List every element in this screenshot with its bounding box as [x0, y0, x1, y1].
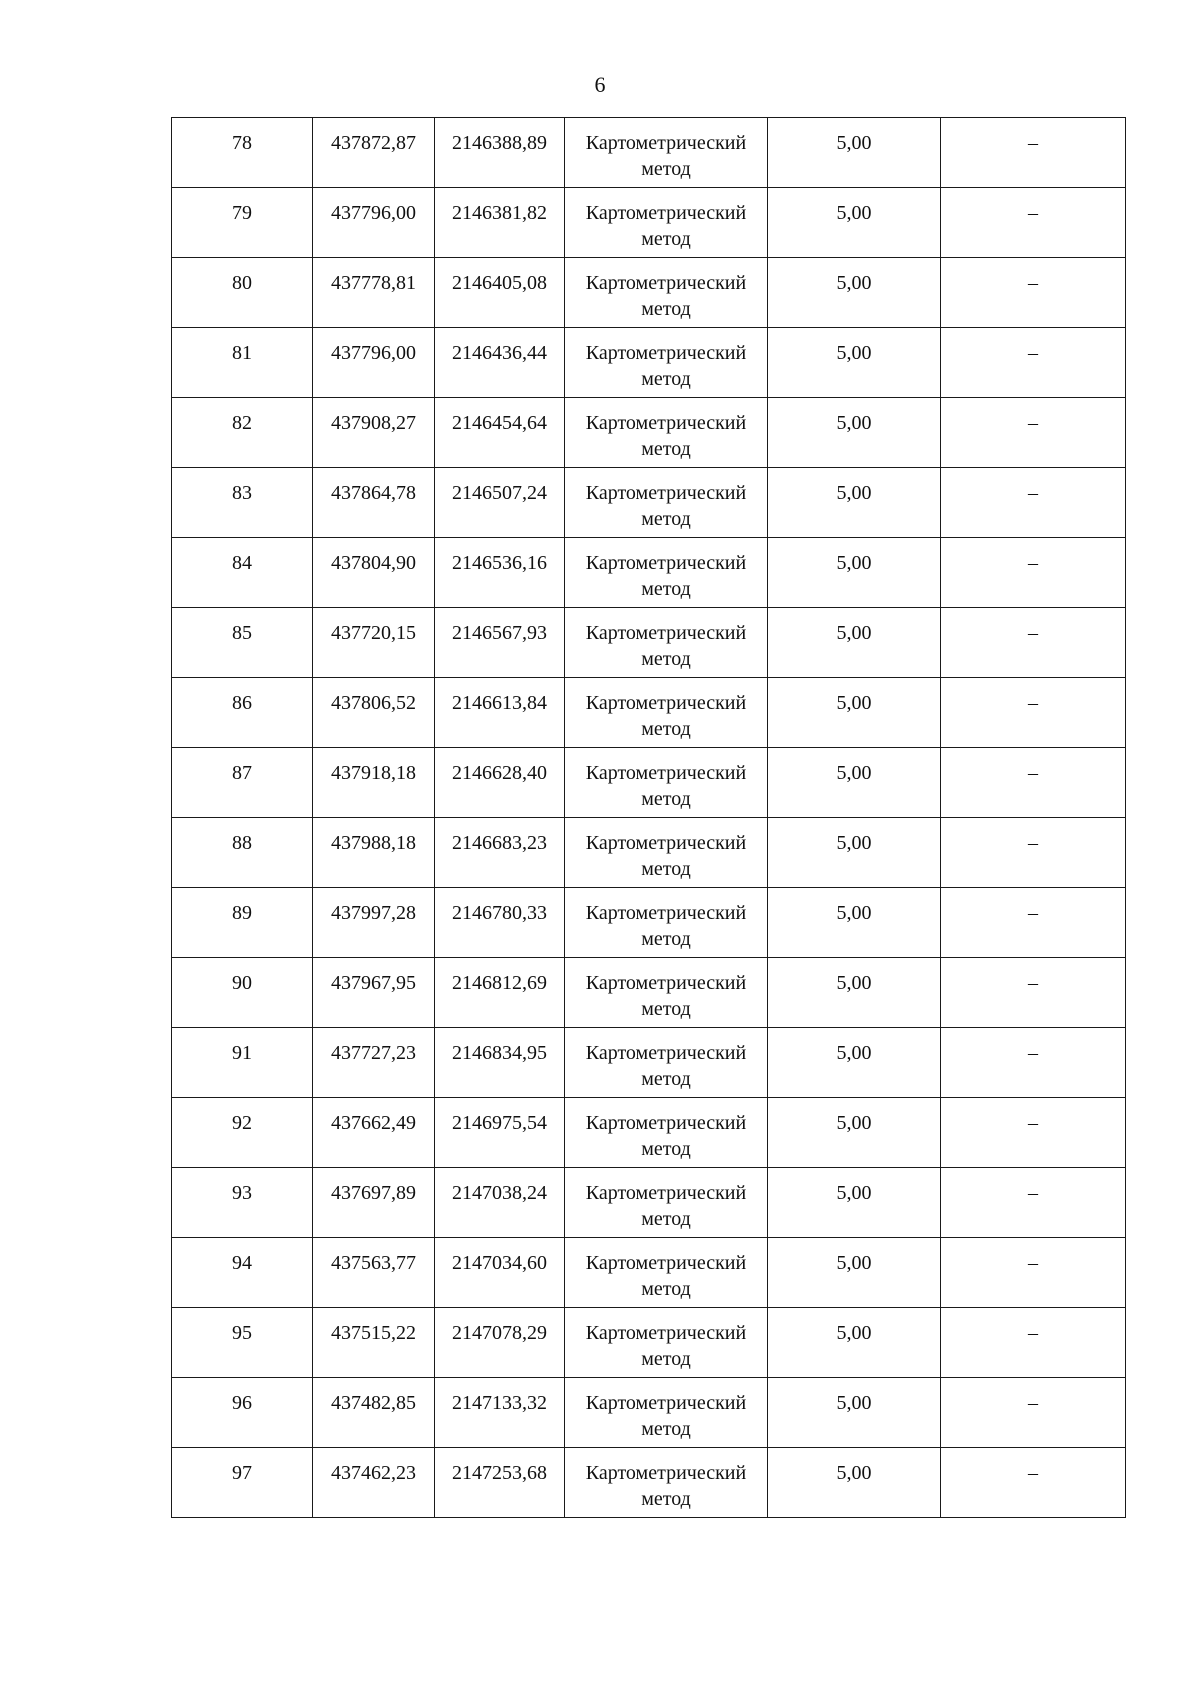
accuracy-cell: 5,00: [768, 118, 941, 188]
point-number-cell: 81: [172, 328, 313, 398]
y-coordinate-cell: 2146780,33: [435, 888, 565, 958]
point-number-cell: 91: [172, 1028, 313, 1098]
y-coordinate-cell: 2146613,84: [435, 678, 565, 748]
point-number-cell: 96: [172, 1378, 313, 1448]
y-coordinate-cell: 2146628,40: [435, 748, 565, 818]
x-coordinate-cell: 437804,90: [313, 538, 435, 608]
x-coordinate-cell: 437988,18: [313, 818, 435, 888]
table-row: [172, 1098, 1126, 1168]
point-number-cell: 88: [172, 818, 313, 888]
note-cell: –: [941, 1378, 1126, 1448]
x-coordinate-cell: 437697,89: [313, 1168, 435, 1238]
point-number-cell: 85: [172, 608, 313, 678]
table-row: [172, 118, 1126, 188]
note-cell: –: [941, 748, 1126, 818]
x-coordinate-cell: 437662,49: [313, 1098, 435, 1168]
y-coordinate-cell: 2146381,82: [435, 188, 565, 258]
table-row: [172, 818, 1126, 888]
point-number-cell: 90: [172, 958, 313, 1028]
method-cell: Картометрический метод: [565, 818, 768, 888]
x-coordinate-cell: 437720,15: [313, 608, 435, 678]
table-row: [172, 328, 1126, 398]
x-coordinate-cell: 437864,78: [313, 468, 435, 538]
note-cell: –: [941, 1168, 1126, 1238]
accuracy-cell: 5,00: [768, 188, 941, 258]
accuracy-cell: 5,00: [768, 538, 941, 608]
method-cell: Картометрический метод: [565, 1238, 768, 1308]
y-coordinate-cell: 2146436,44: [435, 328, 565, 398]
accuracy-cell: 5,00: [768, 1378, 941, 1448]
point-number-cell: 83: [172, 468, 313, 538]
note-cell: –: [941, 188, 1126, 258]
note-cell: –: [941, 958, 1126, 1028]
note-cell: –: [941, 1098, 1126, 1168]
table-row: [172, 1448, 1126, 1518]
table-row: [172, 1168, 1126, 1238]
table-row: [172, 538, 1126, 608]
table-row: [172, 608, 1126, 678]
table-row: [172, 958, 1126, 1028]
note-cell: –: [941, 818, 1126, 888]
table-row: [172, 678, 1126, 748]
method-cell: Картометрический метод: [565, 118, 768, 188]
accuracy-cell: 5,00: [768, 398, 941, 468]
accuracy-cell: 5,00: [768, 1308, 941, 1378]
y-coordinate-cell: 2147034,60: [435, 1238, 565, 1308]
note-cell: –: [941, 118, 1126, 188]
note-cell: –: [941, 1238, 1126, 1308]
method-cell: Картометрический метод: [565, 678, 768, 748]
accuracy-cell: 5,00: [768, 608, 941, 678]
point-number-cell: 84: [172, 538, 313, 608]
table-row: [172, 1028, 1126, 1098]
table-row: [172, 1378, 1126, 1448]
y-coordinate-cell: 2147253,68: [435, 1448, 565, 1518]
x-coordinate-cell: 437778,81: [313, 258, 435, 328]
x-coordinate-cell: 437918,18: [313, 748, 435, 818]
table-row: [172, 188, 1126, 258]
table-row: [172, 1238, 1126, 1308]
note-cell: –: [941, 538, 1126, 608]
point-number-cell: 92: [172, 1098, 313, 1168]
note-cell: –: [941, 608, 1126, 678]
x-coordinate-cell: 437482,85: [313, 1378, 435, 1448]
method-cell: Картометрический метод: [565, 328, 768, 398]
method-cell: Картометрический метод: [565, 1098, 768, 1168]
y-coordinate-cell: 2146834,95: [435, 1028, 565, 1098]
accuracy-cell: 5,00: [768, 1028, 941, 1098]
x-coordinate-cell: 437796,00: [313, 328, 435, 398]
point-number-cell: 95: [172, 1308, 313, 1378]
method-cell: Картометрический метод: [565, 888, 768, 958]
x-coordinate-cell: 437908,27: [313, 398, 435, 468]
note-cell: –: [941, 1028, 1126, 1098]
method-cell: Картометрический метод: [565, 958, 768, 1028]
point-number-cell: 82: [172, 398, 313, 468]
x-coordinate-cell: 437967,95: [313, 958, 435, 1028]
method-cell: Картометрический метод: [565, 1308, 768, 1378]
y-coordinate-cell: 2146507,24: [435, 468, 565, 538]
point-number-cell: 79: [172, 188, 313, 258]
x-coordinate-cell: 437563,77: [313, 1238, 435, 1308]
method-cell: Картометрический метод: [565, 538, 768, 608]
x-coordinate-cell: 437806,52: [313, 678, 435, 748]
accuracy-cell: 5,00: [768, 1238, 941, 1308]
method-cell: Картометрический метод: [565, 188, 768, 258]
note-cell: –: [941, 678, 1126, 748]
table-row: [172, 748, 1126, 818]
y-coordinate-cell: 2146975,54: [435, 1098, 565, 1168]
accuracy-cell: 5,00: [768, 678, 941, 748]
page-number: 6: [594, 72, 606, 97]
coordinates-table-body: [172, 118, 1126, 1518]
method-cell: Картометрический метод: [565, 1448, 768, 1518]
point-number-cell: 80: [172, 258, 313, 328]
y-coordinate-cell: 2146536,16: [435, 538, 565, 608]
accuracy-cell: 5,00: [768, 888, 941, 958]
accuracy-cell: 5,00: [768, 328, 941, 398]
note-cell: –: [941, 258, 1126, 328]
method-cell: Картометрический метод: [565, 1168, 768, 1238]
table-row: [172, 398, 1126, 468]
table-row: [172, 258, 1126, 328]
x-coordinate-cell: 437997,28: [313, 888, 435, 958]
point-number-cell: 93: [172, 1168, 313, 1238]
y-coordinate-cell: 2146567,93: [435, 608, 565, 678]
accuracy-cell: 5,00: [768, 818, 941, 888]
accuracy-cell: 5,00: [768, 958, 941, 1028]
method-cell: Картометрический метод: [565, 608, 768, 678]
method-cell: Картометрический метод: [565, 1378, 768, 1448]
y-coordinate-cell: 2146454,64: [435, 398, 565, 468]
point-number-cell: 94: [172, 1238, 313, 1308]
method-cell: Картометрический метод: [565, 748, 768, 818]
table-row: [172, 888, 1126, 958]
accuracy-cell: 5,00: [768, 1098, 941, 1168]
method-cell: Картометрический метод: [565, 468, 768, 538]
table-row: [172, 468, 1126, 538]
x-coordinate-cell: 437727,23: [313, 1028, 435, 1098]
note-cell: –: [941, 398, 1126, 468]
x-coordinate-cell: 437515,22: [313, 1308, 435, 1378]
y-coordinate-cell: 2147078,29: [435, 1308, 565, 1378]
x-coordinate-cell: 437872,87: [313, 118, 435, 188]
accuracy-cell: 5,00: [768, 468, 941, 538]
note-cell: –: [941, 888, 1126, 958]
accuracy-cell: 5,00: [768, 748, 941, 818]
point-number-cell: 78: [172, 118, 313, 188]
y-coordinate-cell: 2146405,08: [435, 258, 565, 328]
x-coordinate-cell: 437462,23: [313, 1448, 435, 1518]
note-cell: –: [941, 328, 1126, 398]
point-number-cell: 86: [172, 678, 313, 748]
accuracy-cell: 5,00: [768, 1448, 941, 1518]
note-cell: –: [941, 468, 1126, 538]
y-coordinate-cell: 2147133,32: [435, 1378, 565, 1448]
method-cell: Картометрический метод: [565, 1028, 768, 1098]
note-cell: –: [941, 1448, 1126, 1518]
coordinates-table: [171, 117, 1126, 1518]
x-coordinate-cell: 437796,00: [313, 188, 435, 258]
point-number-cell: 97: [172, 1448, 313, 1518]
y-coordinate-cell: 2147038,24: [435, 1168, 565, 1238]
note-cell: –: [941, 1308, 1126, 1378]
method-cell: Картометрический метод: [565, 398, 768, 468]
y-coordinate-cell: 2146388,89: [435, 118, 565, 188]
y-coordinate-cell: 2146683,23: [435, 818, 565, 888]
point-number-cell: 89: [172, 888, 313, 958]
y-coordinate-cell: 2146812,69: [435, 958, 565, 1028]
accuracy-cell: 5,00: [768, 1168, 941, 1238]
method-cell: Картометрический метод: [565, 258, 768, 328]
point-number-cell: 87: [172, 748, 313, 818]
table-row: [172, 1308, 1126, 1378]
accuracy-cell: 5,00: [768, 258, 941, 328]
